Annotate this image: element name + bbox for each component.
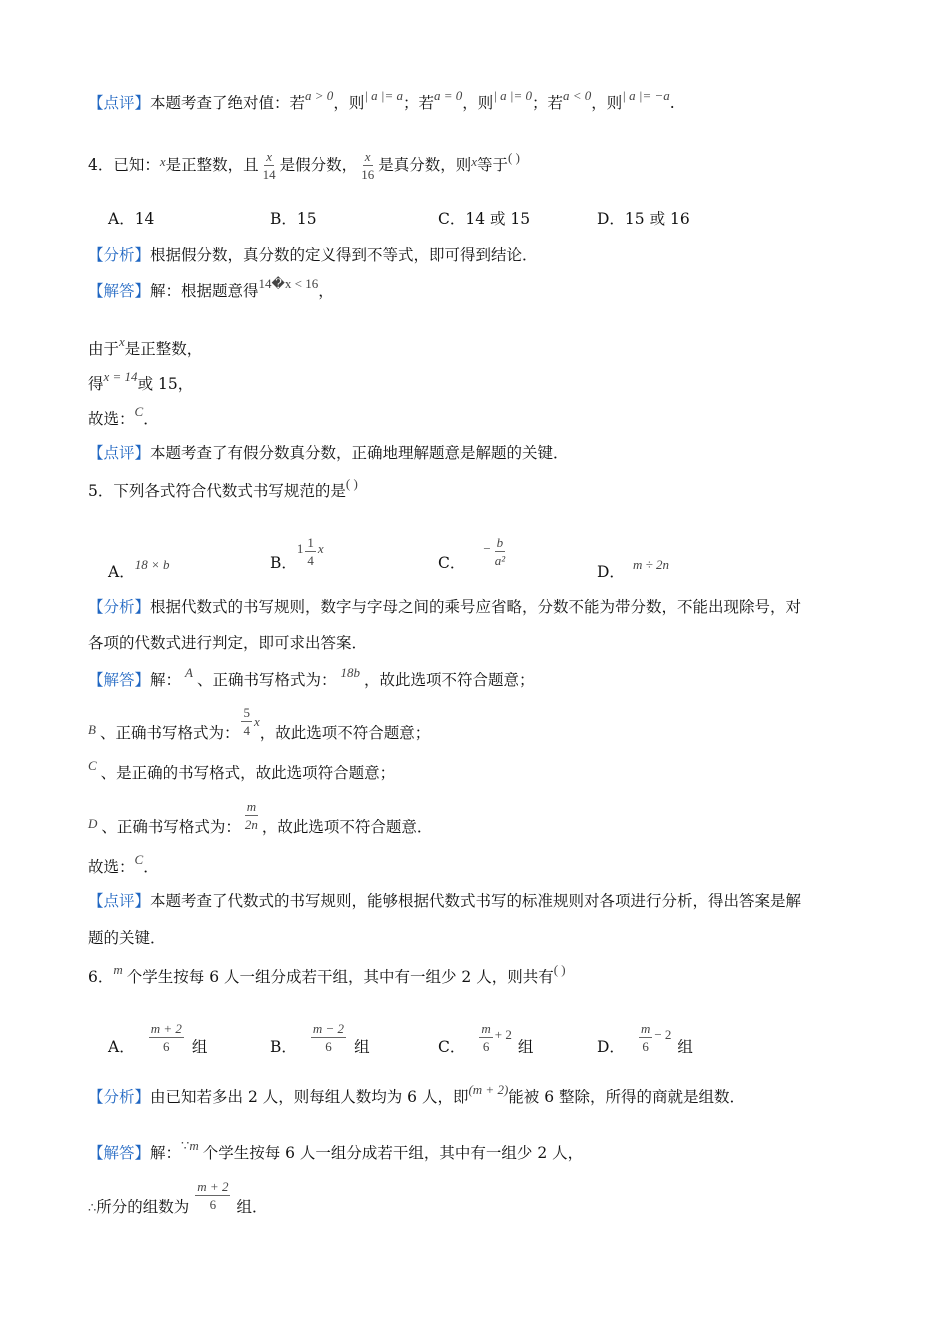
math-expr: a = 0 — [434, 88, 463, 103]
math-expr: + 2 — [494, 1027, 512, 1042]
frac-numerator: m + 2 — [197, 1179, 229, 1194]
review-tag: 【点评】 — [88, 94, 151, 112]
option-label: A． — [108, 1037, 135, 1056]
math-var: x — [317, 541, 324, 556]
frac-numerator: 1 — [307, 535, 314, 550]
q5-solution-d — [88, 799, 433, 836]
math-expr: a > 0 — [305, 88, 334, 103]
math-var: x — [159, 154, 166, 169]
q5-review-2 — [88, 931, 166, 947]
option-a: A．14 — [108, 210, 155, 228]
option-label: A． — [108, 563, 135, 581]
math-var: C — [134, 852, 144, 867]
option-label: D． — [597, 1037, 625, 1056]
minus-sign: − — [483, 541, 491, 556]
solution-text: 解： — [150, 1144, 182, 1162]
option-d: D．15 或 16 — [597, 210, 690, 228]
option-label: D． — [597, 563, 625, 581]
frac-denominator: 6 — [642, 1039, 649, 1054]
fraction-option-c — [479, 1022, 492, 1053]
unit-text: 组 — [517, 1037, 534, 1056]
frac-denominator: 14 — [262, 167, 276, 182]
q5-option-a — [108, 557, 170, 581]
solution-text: ，故此选项不符合题意； — [364, 671, 535, 689]
frac-numerator: b — [496, 535, 504, 550]
fraction-b-over-a2 — [493, 536, 507, 567]
frac-numerator: m — [246, 799, 257, 814]
q5-stem — [88, 476, 358, 500]
solution-text: 组． — [236, 1197, 268, 1216]
fraction-5-over-4 — [241, 706, 252, 737]
math-var: x — [471, 154, 477, 169]
solution-text: ，故此选项不符合题意； — [259, 723, 431, 742]
review-text: 本题考查了代数式的书写规则，能够根据代数式书写的标准规则对各项进行分析，得出答案是解 — [150, 892, 802, 910]
option-label: C． — [438, 1037, 466, 1056]
q4-analysis — [88, 248, 538, 264]
answer-blank: ( ) — [345, 476, 358, 491]
q6-option-d — [597, 1021, 693, 1056]
analysis-text: 根据假分数，真分数的定义得到不等式，即可得到结论． — [150, 246, 538, 264]
q4-review — [88, 446, 569, 462]
option-c: C．14 或 15 — [438, 210, 531, 228]
analysis-text: 由已知若多出 2 人，则每组人数均为 6 人，即 — [150, 1088, 469, 1106]
math-var: C — [88, 758, 97, 773]
because-symbol: ∵ — [181, 1138, 190, 1153]
q5-solution-a — [88, 665, 535, 689]
q5-solution-c — [88, 758, 396, 782]
q6-option-c — [438, 1021, 534, 1056]
frac-denominator: 16 — [361, 167, 375, 182]
question-number: 6． — [88, 968, 114, 986]
q6-analysis — [88, 1082, 745, 1106]
q4-solution-line1 — [88, 334, 203, 358]
fraction-x-over-14 — [261, 150, 278, 181]
therefore-symbol: ∴ — [88, 1200, 97, 1215]
solution-text: 是正整数， — [124, 340, 203, 358]
analysis-tag: 【分析】 — [88, 598, 151, 616]
q6-result — [88, 1179, 268, 1216]
math-expr: a < 0 — [563, 88, 592, 103]
mixed-fraction — [305, 536, 316, 567]
q4-choose — [88, 404, 159, 428]
review-text: ，则 — [333, 94, 365, 112]
solution-text: 、正确书写格式为： — [196, 671, 337, 689]
math-expr: − 2 — [654, 1027, 672, 1042]
stem-text: 个学生按每 6 人一组分成若干组，其中有一组少 2 人，则共有 — [126, 968, 554, 986]
q5-option-c — [438, 535, 509, 572]
fraction-option-d — [639, 1022, 652, 1053]
choose-text: ． — [143, 858, 159, 876]
review-text: ，则 — [462, 94, 494, 112]
option-label: C． — [438, 553, 466, 572]
analysis-tag: 【分析】 — [88, 246, 151, 264]
frac-denominator: 2n — [244, 817, 258, 832]
option-label: B． — [270, 553, 297, 572]
stem-text: 是真分数，则 — [378, 155, 472, 174]
analysis-text: 各项的代数式进行判定，即可求出答案． — [88, 634, 368, 652]
math-expr: (m + 2) — [468, 1082, 509, 1097]
answer-blank: ( ) — [508, 150, 520, 165]
answer-blank: ( ) — [553, 962, 566, 977]
review-text: ；若 — [531, 94, 563, 112]
frac-numerator: m — [640, 1021, 651, 1036]
frac-numerator: m — [481, 1021, 491, 1036]
solution-tag: 【解答】 — [88, 671, 151, 689]
unit-text: 组 — [677, 1037, 693, 1056]
fraction-result — [195, 1180, 230, 1211]
math-expr: | a |= a — [364, 88, 403, 103]
solution-tag: 【解答】 — [88, 282, 151, 300]
q4-solution-line2 — [88, 369, 194, 393]
math-expr: | a |= 0 — [493, 88, 532, 103]
solution-text: 由于 — [88, 340, 120, 358]
option-b: B．15 — [270, 210, 317, 228]
solution-text: 所分的组数为 — [96, 1197, 190, 1216]
unit-text: 组 — [191, 1037, 208, 1056]
fraction-option-a — [149, 1022, 184, 1053]
q5-option-d — [597, 557, 669, 581]
math-expr: | a |= −a — [622, 88, 670, 103]
frac-numerator: 5 — [243, 705, 250, 720]
frac-numerator: x — [266, 149, 273, 164]
math-expr: 18 × b — [134, 557, 170, 572]
math-var: m — [189, 1138, 199, 1153]
option-label: B． — [270, 1037, 297, 1056]
frac-denominator: 6 — [209, 1197, 217, 1212]
review-text: ，则 — [591, 94, 623, 112]
solution-text: 得 — [88, 375, 104, 393]
question-number: 4．已知： — [88, 155, 160, 174]
frac-denominator: 4 — [307, 553, 314, 568]
q6-solution — [88, 1138, 584, 1162]
solution-text: 或 15， — [137, 375, 194, 393]
q5-option-b — [270, 535, 324, 572]
unit-text: 组 — [354, 1037, 370, 1056]
stem-text: 5．下列各式符合代数式书写规范的是 — [88, 482, 346, 500]
analysis-tag: 【分析】 — [88, 1088, 151, 1106]
frac-numerator: m + 2 — [150, 1021, 182, 1036]
solution-text: ，故此选项不符合题意． — [261, 817, 433, 836]
review-tag: 【点评】 — [88, 892, 151, 910]
choose-text: ． — [143, 410, 159, 428]
analysis-text: 能被 6 整除，所得的商就是组数． — [508, 1088, 745, 1106]
frac-denominator: 6 — [482, 1039, 490, 1054]
choose-text: 故选： — [88, 858, 135, 876]
fraction-x-over-16 — [359, 150, 376, 181]
q5-solution-b — [88, 705, 431, 742]
math-expr: 14�x < 16 — [258, 276, 319, 291]
math-var: B — [88, 722, 96, 737]
solution-text: 解： — [150, 671, 182, 689]
stem-text: 是正整数，且 — [165, 155, 259, 174]
review-text: 题的关键． — [88, 929, 166, 947]
math-expr: x = 14 — [103, 369, 138, 384]
math-var: x — [253, 714, 260, 729]
q5-review-1 — [88, 894, 801, 910]
review-text: . — [669, 94, 675, 112]
review-tag: 【点评】 — [88, 444, 151, 462]
frac-denominator: a² — [494, 553, 506, 568]
q5-analysis-2 — [88, 636, 367, 652]
math-var: m — [113, 962, 123, 977]
fraction-m-over-2n — [243, 800, 260, 831]
q4-stem — [88, 150, 520, 181]
frac-numerator: m − 2 — [312, 1021, 345, 1036]
solution-text: 解：根据题意得 — [150, 282, 259, 300]
math-var: D — [88, 816, 98, 831]
frac-numerator: x — [364, 149, 371, 164]
frac-denominator: 6 — [163, 1039, 170, 1054]
q6-option-a — [108, 1021, 208, 1056]
mixed-whole: 1 — [296, 541, 304, 556]
frac-denominator: 4 — [243, 723, 250, 738]
math-expr: m ÷ 2n — [632, 557, 669, 572]
solution-text: 、正确书写格式为： — [99, 723, 240, 742]
solution-tag: 【解答】 — [88, 1144, 151, 1162]
math-expr: 18b — [340, 665, 360, 680]
q5-analysis-1 — [88, 600, 801, 616]
review-text: ；若 — [403, 94, 435, 112]
math-var: x — [119, 334, 125, 349]
frac-denominator: 6 — [325, 1039, 332, 1054]
math-var: A — [185, 665, 193, 680]
analysis-text: 根据代数式的书写规则，数字与字母之间的乘号应省略，分数不能为带分数，不能出现除号，对 — [150, 598, 802, 616]
review-text: 本题考查了绝对值：若 — [150, 94, 306, 112]
stem-text: 等于 — [476, 155, 508, 174]
q6-option-b — [270, 1021, 370, 1056]
solution-text: 、是正确的书写格式，故此选项符合题意； — [100, 764, 396, 782]
q4-solution — [88, 276, 334, 300]
solution-text: 、正确书写格式为： — [101, 817, 241, 836]
solution-text: ， — [318, 282, 334, 300]
q3-review-line — [88, 88, 675, 112]
fraction-option-b — [311, 1022, 346, 1053]
q5-choose — [88, 852, 159, 876]
math-var: C — [134, 404, 144, 419]
solution-text: 个学生按每 6 人一组分成若干组，其中有一组少 2 人， — [202, 1144, 584, 1162]
q6-stem — [88, 962, 566, 986]
choose-text: 故选： — [88, 410, 135, 428]
stem-text: 是假分数， — [279, 155, 358, 174]
review-text: 本题考查了有假分数真分数，正确地理解题意是解题的关键． — [150, 444, 569, 462]
